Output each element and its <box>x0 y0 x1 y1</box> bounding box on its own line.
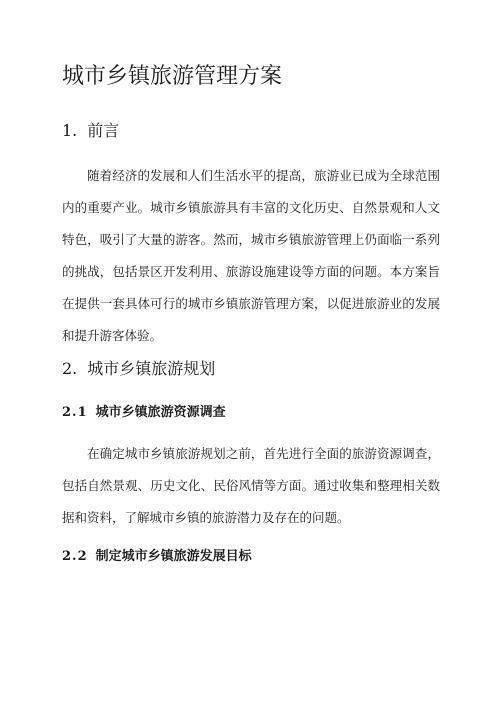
section-heading-preface <box>62 120 119 142</box>
section-title: 前言 <box>87 121 120 140</box>
resource-survey-paragraph: 在确定城市乡镇旅游规划之前，首先进行全面的旅游资源调查，包括自然景观、历史文化、民俗风情等方面。通过收集和整理相关数据和资料，了解城市乡镇的旅游潜力及存在的问题。 <box>62 446 440 525</box>
subsection-heading-development-goals <box>62 548 252 566</box>
section-number: 2. <box>62 359 78 378</box>
section-title: 城市乡镇旅游规划 <box>87 359 216 378</box>
section-heading-planning <box>62 358 215 380</box>
subsection-title: 城市乡镇旅游资源调查 <box>95 405 226 420</box>
subsection-number: 2.1 <box>62 405 88 420</box>
subsection-heading-resource-survey <box>62 404 226 422</box>
section-number: 1. <box>62 121 78 140</box>
subsection-title: 制定城市乡镇旅游发展目标 <box>95 549 252 564</box>
document-title: 城市乡镇旅游管理方案 <box>62 64 283 89</box>
subsection-number: 2.2 <box>62 549 88 564</box>
preface-paragraph: 随着经济的发展和人们生活水平的提高，旅游业已成为全球范围内的重要产业。城市乡镇旅游具有丰富的文化历史、自然景观和人文特色，吸引了大量的游客。然而，城市乡镇旅游管理上仍面临一系列的挑战，包括景区开发利用、旅游设施建设等方面的问题。本方案旨在提供一套具体可行的城市乡镇旅游管理方案，以促进旅游业的发展和提升游客体验。 <box>62 168 440 343</box>
